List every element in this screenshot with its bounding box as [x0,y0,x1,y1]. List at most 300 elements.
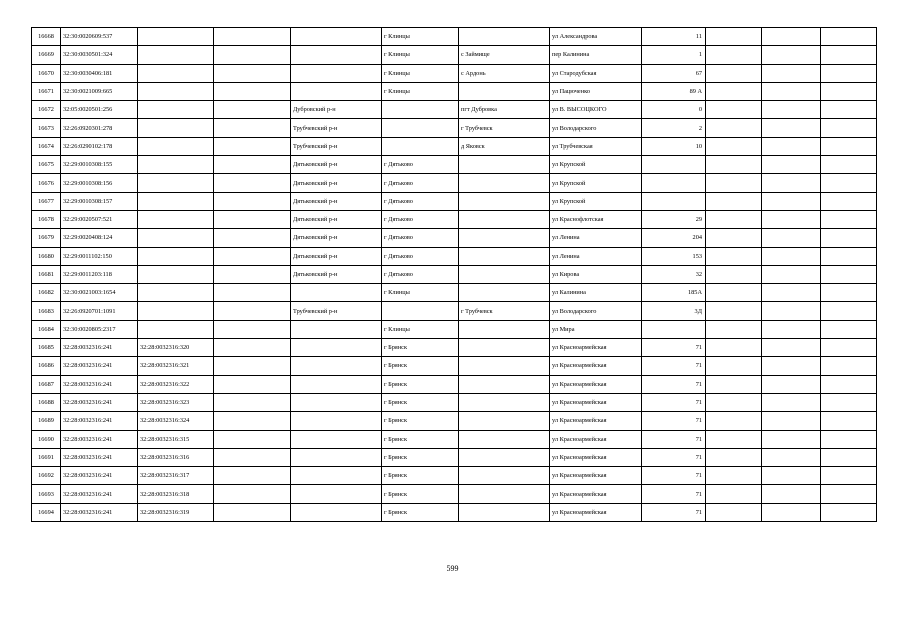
table-row [32,302,877,320]
city-cell: г Брянск [382,430,459,448]
empty-column-12-cell [821,448,877,466]
house-number-cell: 71 [642,412,706,430]
empty-column-4-cell [214,101,291,119]
house-number-cell [642,320,706,338]
table-row [32,46,877,64]
empty-column-4-cell [214,137,291,155]
row-number-cell: 16690 [32,430,61,448]
empty-column-11-cell [762,137,821,155]
empty-column-10-cell [706,156,762,174]
row-number-cell: 16669 [32,46,61,64]
row-number-cell: 16693 [32,485,61,503]
cadastral-number-cell: 32:28:0032316:241 [61,448,138,466]
row-number-cell: 16692 [32,467,61,485]
district-cell [291,467,382,485]
city-cell: г Клинцы [382,64,459,82]
empty-column-12-cell [821,46,877,64]
city-cell: г Дятьково [382,192,459,210]
related-cadastral-number-cell [138,284,214,302]
district-cell [291,393,382,411]
empty-column-11-cell [762,265,821,283]
house-number-cell: 71 [642,430,706,448]
empty-column-11-cell [762,28,821,46]
empty-column-12-cell [821,320,877,338]
empty-column-10-cell [706,119,762,137]
empty-column-10-cell [706,210,762,228]
settlement-cell [459,357,550,375]
settlement-cell [459,156,550,174]
house-number-cell: 3Д [642,302,706,320]
cadastral-number-cell: 32:29:0010308:157 [61,192,138,210]
house-number-cell: 1 [642,46,706,64]
related-cadastral-number-cell [138,247,214,265]
cadastral-number-cell: 32:28:0032316:241 [61,430,138,448]
street-cell: ул Красноармейская [550,375,642,393]
related-cadastral-number-cell [138,28,214,46]
cadastral-number-cell: 32:26:0920701:1091 [61,302,138,320]
empty-column-11-cell [762,284,821,302]
house-number-cell: 71 [642,393,706,411]
row-number-cell: 16681 [32,265,61,283]
cadastral-number-cell: 32:29:0020507:521 [61,210,138,228]
cadastral-number-cell: 32:28:0032316:241 [61,412,138,430]
empty-column-12-cell [821,101,877,119]
house-number-cell: 29 [642,210,706,228]
cadastral-number-cell: 32:30:0021003:1654 [61,284,138,302]
related-cadastral-number-cell: 32:28:0032316:318 [138,485,214,503]
city-cell: г Брянск [382,485,459,503]
table-row [32,119,877,137]
table-row [32,412,877,430]
settlement-cell [459,320,550,338]
street-cell: ул Мира [550,320,642,338]
empty-column-12-cell [821,229,877,247]
empty-column-4-cell [214,174,291,192]
empty-column-12-cell [821,137,877,155]
related-cadastral-number-cell [138,210,214,228]
settlement-cell: с Ардонь [459,64,550,82]
empty-column-11-cell [762,485,821,503]
district-cell [291,485,382,503]
district-cell: Дятьковский р-н [291,229,382,247]
cadastral-number-cell: 32:30:0020805:2317 [61,320,138,338]
empty-column-4-cell [214,64,291,82]
district-cell: Дятьковский р-н [291,265,382,283]
empty-column-12-cell [821,485,877,503]
settlement-cell [459,265,550,283]
table-row [32,375,877,393]
street-cell: ул Стародубская [550,64,642,82]
empty-column-12-cell [821,503,877,521]
house-number-cell: 71 [642,357,706,375]
empty-column-12-cell [821,265,877,283]
empty-column-11-cell [762,174,821,192]
empty-column-4-cell [214,156,291,174]
city-cell: г Дятьково [382,174,459,192]
table-row [32,137,877,155]
empty-column-11-cell [762,320,821,338]
row-number-cell: 16674 [32,137,61,155]
empty-column-10-cell [706,46,762,64]
empty-column-4-cell [214,284,291,302]
empty-column-10-cell [706,467,762,485]
street-cell: ул Калинина [550,284,642,302]
table-row [32,247,877,265]
table-row [32,357,877,375]
empty-column-10-cell [706,357,762,375]
related-cadastral-number-cell [138,229,214,247]
related-cadastral-number-cell: 32:28:0032316:320 [138,339,214,357]
city-cell: г Брянск [382,448,459,466]
empty-column-4-cell [214,375,291,393]
empty-column-10-cell [706,64,762,82]
empty-column-12-cell [821,192,877,210]
house-number-cell: 204 [642,229,706,247]
settlement-cell [459,210,550,228]
street-cell: ул Красноармейская [550,393,642,411]
house-number-cell: 67 [642,64,706,82]
empty-column-12-cell [821,284,877,302]
row-number-cell: 16686 [32,357,61,375]
row-number-cell: 16671 [32,82,61,100]
empty-column-11-cell [762,82,821,100]
district-cell [291,284,382,302]
empty-column-10-cell [706,393,762,411]
district-cell: Трубчевский р-н [291,302,382,320]
table-row [32,320,877,338]
row-number-cell: 16694 [32,503,61,521]
city-cell: г Брянск [382,375,459,393]
empty-column-4-cell [214,412,291,430]
street-cell: ул Крупской [550,174,642,192]
cadastral-number-cell: 32:29:0011203:118 [61,265,138,283]
empty-column-4-cell [214,430,291,448]
cadastral-number-cell: 32:29:0020408:124 [61,229,138,247]
table-row [32,210,877,228]
house-number-cell: 71 [642,503,706,521]
row-number-cell: 16677 [32,192,61,210]
house-number-cell: 2 [642,119,706,137]
empty-column-12-cell [821,247,877,265]
table-row [32,393,877,411]
street-cell: ул Красноармейская [550,503,642,521]
empty-column-10-cell [706,229,762,247]
empty-column-12-cell [821,82,877,100]
empty-column-4-cell [214,320,291,338]
house-number-cell: 153 [642,247,706,265]
house-number-cell: 71 [642,375,706,393]
empty-column-11-cell [762,357,821,375]
settlement-cell [459,82,550,100]
row-number-cell: 16683 [32,302,61,320]
district-cell [291,430,382,448]
city-cell: г Дятьково [382,229,459,247]
city-cell: г Дятьково [382,210,459,228]
street-cell: ул Володарского [550,119,642,137]
empty-column-4-cell [214,210,291,228]
empty-column-10-cell [706,412,762,430]
empty-column-10-cell [706,503,762,521]
settlement-cell: с Займище [459,46,550,64]
district-cell [291,82,382,100]
table-row [32,265,877,283]
empty-column-4-cell [214,485,291,503]
row-number-cell: 16689 [32,412,61,430]
empty-column-12-cell [821,156,877,174]
house-number-cell: 71 [642,485,706,503]
empty-column-4-cell [214,467,291,485]
related-cadastral-number-cell [138,320,214,338]
table-row [32,192,877,210]
cadastral-number-cell: 32:05:0020501:256 [61,101,138,119]
row-number-cell: 16673 [32,119,61,137]
district-cell: Трубчевский р-н [291,137,382,155]
district-cell: Дятьковский р-н [291,247,382,265]
street-cell: ул Крупской [550,156,642,174]
settlement-cell: пгт Дубровка [459,101,550,119]
row-number-cell: 16678 [32,210,61,228]
empty-column-12-cell [821,64,877,82]
house-number-cell: 89 А [642,82,706,100]
house-number-cell: 71 [642,467,706,485]
district-cell: Дятьковский р-н [291,192,382,210]
district-cell [291,412,382,430]
empty-column-10-cell [706,174,762,192]
city-cell: г Брянск [382,357,459,375]
empty-column-10-cell [706,265,762,283]
district-cell [291,339,382,357]
row-number-cell: 16682 [32,284,61,302]
empty-column-11-cell [762,467,821,485]
related-cadastral-number-cell [138,174,214,192]
city-cell: г Дятьково [382,265,459,283]
city-cell [382,137,459,155]
city-cell: г Клинцы [382,284,459,302]
empty-column-12-cell [821,28,877,46]
district-cell [291,357,382,375]
related-cadastral-number-cell [138,46,214,64]
empty-column-4-cell [214,28,291,46]
related-cadastral-number-cell [138,119,214,137]
settlement-cell [459,430,550,448]
related-cadastral-number-cell [138,137,214,155]
empty-column-12-cell [821,174,877,192]
cadastral-number-cell: 32:28:0032316:241 [61,485,138,503]
empty-column-10-cell [706,247,762,265]
cadastral-number-cell: 32:26:0920301:278 [61,119,138,137]
city-cell: г Дятьково [382,247,459,265]
city-cell: г Клинцы [382,46,459,64]
cadastral-number-cell: 32:28:0032316:241 [61,503,138,521]
empty-column-10-cell [706,302,762,320]
settlement-cell [459,174,550,192]
empty-column-4-cell [214,393,291,411]
empty-column-11-cell [762,156,821,174]
street-cell: ул В. ВЫСОЦКОГО [550,101,642,119]
related-cadastral-number-cell: 32:28:0032316:324 [138,412,214,430]
row-number-cell: 16679 [32,229,61,247]
empty-column-4-cell [214,229,291,247]
cadastral-number-cell: 32:29:0010308:156 [61,174,138,192]
empty-column-11-cell [762,503,821,521]
empty-column-12-cell [821,430,877,448]
street-cell: ул Трубчевская [550,137,642,155]
table-row [32,284,877,302]
table-row [32,229,877,247]
table-row [32,503,877,521]
street-cell: ул Красноармейская [550,430,642,448]
empty-column-11-cell [762,375,821,393]
cadastral-number-cell: 32:28:0032316:241 [61,357,138,375]
settlement-cell [459,192,550,210]
district-cell [291,320,382,338]
empty-column-11-cell [762,210,821,228]
empty-column-11-cell [762,46,821,64]
related-cadastral-number-cell [138,82,214,100]
registry-table [31,27,877,522]
street-cell: ул Красноармейская [550,467,642,485]
related-cadastral-number-cell [138,101,214,119]
house-number-cell: 11 [642,28,706,46]
house-number-cell [642,174,706,192]
table-row [32,82,877,100]
house-number-cell: 0 [642,101,706,119]
empty-column-11-cell [762,393,821,411]
cadastral-number-cell: 32:28:0032316:241 [61,467,138,485]
empty-column-12-cell [821,412,877,430]
empty-column-12-cell [821,357,877,375]
related-cadastral-number-cell: 32:28:0032316:317 [138,467,214,485]
cadastral-number-cell: 32:28:0032316:241 [61,375,138,393]
city-cell: г Клинцы [382,82,459,100]
related-cadastral-number-cell: 32:28:0032316:319 [138,503,214,521]
city-cell [382,101,459,119]
house-number-cell: 32 [642,265,706,283]
table-row [32,485,877,503]
street-cell: ул Красноармейская [550,485,642,503]
street-cell: ул Пацюченко [550,82,642,100]
city-cell: г Брянск [382,393,459,411]
cadastral-number-cell: 32:30:0021009:665 [61,82,138,100]
empty-column-10-cell [706,192,762,210]
settlement-cell [459,448,550,466]
table-row [32,28,877,46]
empty-column-11-cell [762,247,821,265]
empty-column-10-cell [706,339,762,357]
house-number-cell: 185А [642,284,706,302]
empty-column-4-cell [214,339,291,357]
city-cell: г Дятьково [382,156,459,174]
empty-column-4-cell [214,448,291,466]
empty-column-4-cell [214,247,291,265]
table-row [32,64,877,82]
empty-column-4-cell [214,503,291,521]
settlement-cell [459,467,550,485]
settlement-cell [459,503,550,521]
empty-column-12-cell [821,210,877,228]
empty-column-12-cell [821,339,877,357]
district-cell [291,375,382,393]
cadastral-number-cell: 32:30:0020609:537 [61,28,138,46]
empty-column-11-cell [762,192,821,210]
empty-column-11-cell [762,448,821,466]
related-cadastral-number-cell [138,302,214,320]
empty-column-4-cell [214,357,291,375]
settlement-cell [459,28,550,46]
related-cadastral-number-cell: 32:28:0032316:315 [138,430,214,448]
empty-column-10-cell [706,101,762,119]
district-cell: Дятьковский р-н [291,174,382,192]
empty-column-4-cell [214,192,291,210]
table-row [32,448,877,466]
street-cell: ул Крупской [550,192,642,210]
house-number-cell: 10 [642,137,706,155]
settlement-cell [459,339,550,357]
row-number-cell: 16687 [32,375,61,393]
table-row [32,174,877,192]
empty-column-10-cell [706,485,762,503]
row-number-cell: 16672 [32,101,61,119]
empty-column-12-cell [821,119,877,137]
district-cell: Дубровский р-н [291,101,382,119]
empty-column-10-cell [706,137,762,155]
registry-table-body [32,28,877,522]
row-number-cell: 16685 [32,339,61,357]
empty-column-10-cell [706,320,762,338]
city-cell [382,302,459,320]
related-cadastral-number-cell: 32:28:0032316:321 [138,357,214,375]
table-row [32,339,877,357]
empty-column-11-cell [762,119,821,137]
empty-column-11-cell [762,229,821,247]
row-number-cell: 16670 [32,64,61,82]
cadastral-number-cell: 32:30:0030406:181 [61,64,138,82]
row-number-cell: 16688 [32,393,61,411]
empty-column-10-cell [706,448,762,466]
row-number-cell: 16676 [32,174,61,192]
street-cell: ул Александрова [550,28,642,46]
district-cell [291,64,382,82]
empty-column-12-cell [821,375,877,393]
empty-column-11-cell [762,302,821,320]
street-cell: ул Краснофлотская [550,210,642,228]
related-cadastral-number-cell: 32:28:0032316:323 [138,393,214,411]
empty-column-10-cell [706,82,762,100]
empty-column-4-cell [214,302,291,320]
cadastral-number-cell: 32:29:0011102:150 [61,247,138,265]
table-row [32,101,877,119]
related-cadastral-number-cell [138,64,214,82]
street-cell: ул Красноармейская [550,339,642,357]
empty-column-10-cell [706,284,762,302]
city-cell: г Брянск [382,412,459,430]
related-cadastral-number-cell: 32:28:0032316:316 [138,448,214,466]
page-number: 599 [446,564,459,573]
table-row [32,430,877,448]
settlement-cell [459,412,550,430]
empty-column-4-cell [214,46,291,64]
settlement-cell [459,375,550,393]
settlement-cell: д Яковск [459,137,550,155]
empty-column-10-cell [706,430,762,448]
table-row [32,156,877,174]
cadastral-number-cell: 32:26:0290102:178 [61,137,138,155]
district-cell [291,448,382,466]
city-cell: г Клинцы [382,320,459,338]
empty-column-4-cell [214,82,291,100]
empty-column-12-cell [821,393,877,411]
settlement-cell: г Трубчевск [459,302,550,320]
